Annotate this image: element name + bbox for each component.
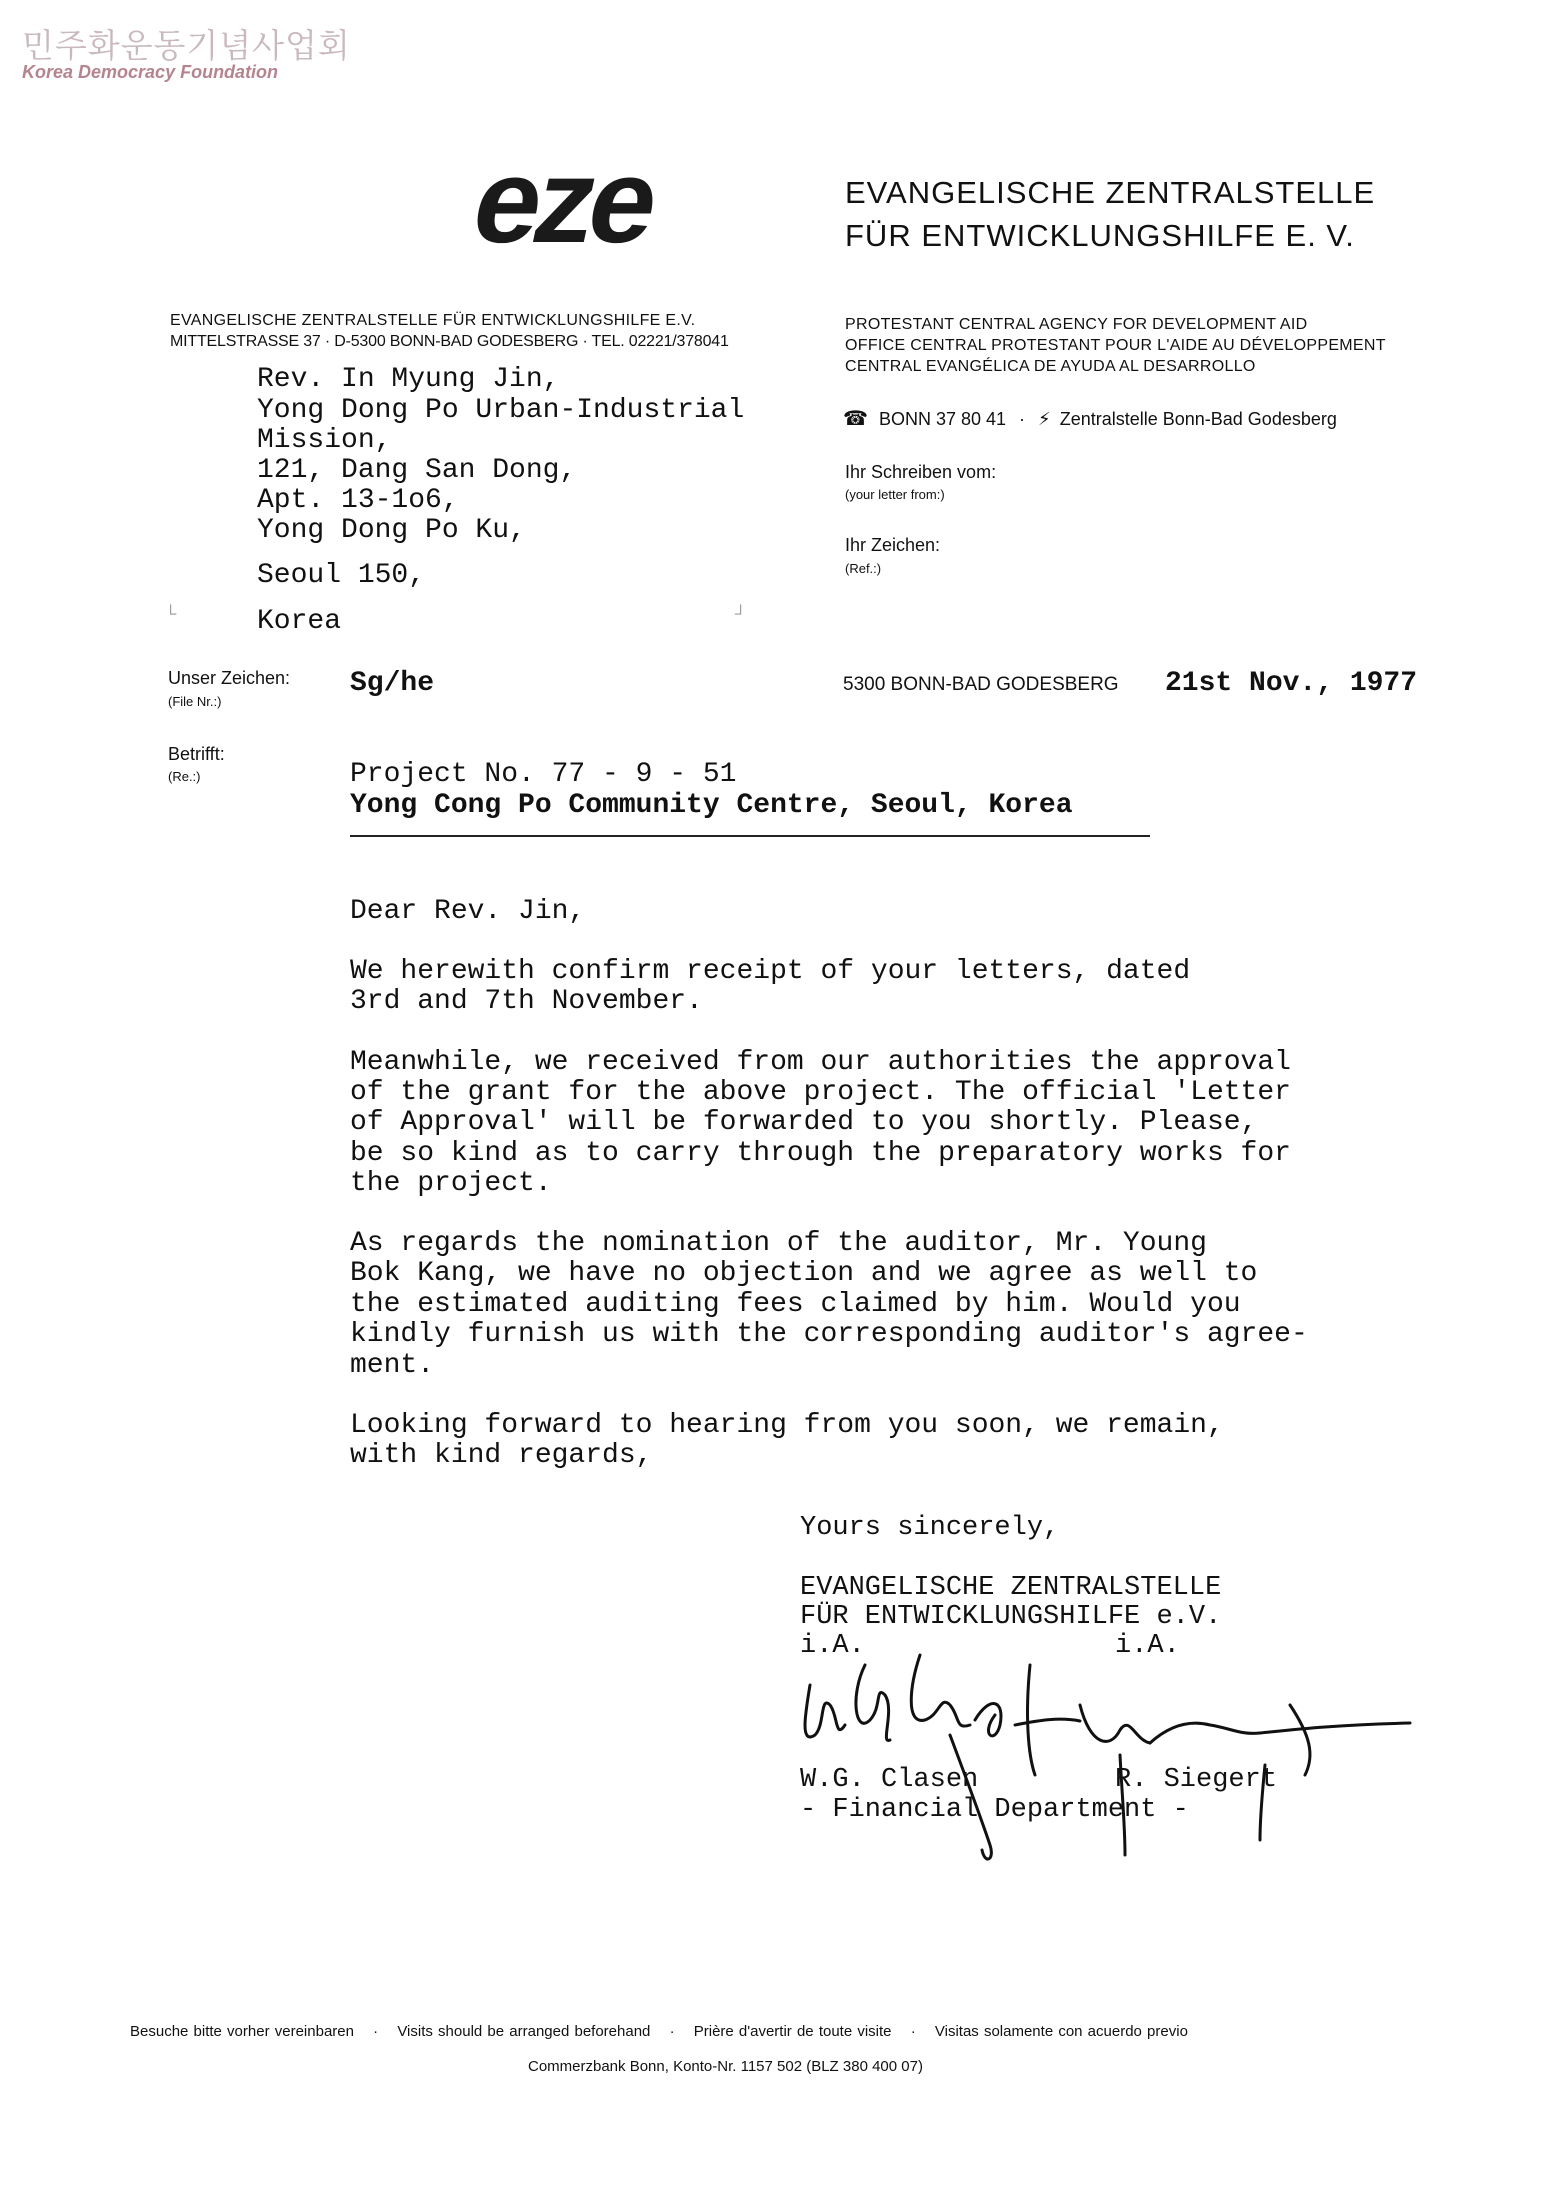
signature-stroke: [856, 1665, 890, 1740]
telegram-icon: ⚡: [1038, 409, 1051, 429]
ref-label: Ihr Zeichen:: [845, 535, 941, 555]
sender-org-line: EVANGELISCHE ZENTRALSTELLE FÜR ENTWICKLUNGSHILFE E.V.: [170, 312, 696, 329]
phone-number: BONN 37 80 41: [878, 409, 1007, 429]
agency-spanish: CENTRAL EVANGÉLICA DE AYUDA AL DESARROLLO: [845, 358, 1256, 375]
ia-right: i.A.: [1115, 1631, 1180, 1661]
paragraph-line: of Approval' will be forwarded to you shortly. Please,: [350, 1107, 1258, 1138]
paragraph-line: 3rd and 7th November.: [350, 986, 703, 1017]
telephone-icon: ☎: [843, 408, 868, 430]
signer-department: - Financial Department -: [800, 1795, 1189, 1825]
subject-label: Betrifft:: [168, 744, 225, 764]
your-letter-label: Ihr Schreiben vom:: [845, 462, 997, 482]
signature-stroke: [911, 1655, 970, 1726]
signer-right: R. Siegert: [1115, 1765, 1278, 1795]
agency-english: PROTESTANT CENTRAL AGENCY FOR DEVELOPMENT AID: [845, 316, 1308, 333]
recipient-line: 121, Dang San Dong,: [257, 455, 577, 486]
paragraph-line: We herewith confirm receipt of your letters, dated: [350, 956, 1191, 987]
recipient-line: Yong Dong Po Ku,: [257, 515, 526, 546]
signature-stroke: [975, 1704, 1001, 1736]
closing-phrase: Yours sincerely,: [800, 1513, 1060, 1543]
footer-bank: Commerzbank Bonn, Konto-Nr. 1157 502 (BLZ 380 400 07): [528, 2058, 923, 2075]
signature-stroke: [1028, 1665, 1035, 1775]
footer-visits-fr: Prière d'avertir de toute visite: [693, 2023, 892, 2040]
signature-stroke: [805, 1685, 845, 1737]
closing-org-line: FÜR ENTWICKLUNGSHILFE e.V.: [800, 1602, 1222, 1632]
paragraph-line: be so kind as to carry through the preparatory works for: [350, 1138, 1291, 1169]
paragraph-line: ment.: [350, 1350, 435, 1381]
logo-text: eze: [465, 150, 667, 255]
agency-french: OFFICE CENTRAL PROTESTANT POUR L'AIDE AU DÉVELOPPEMENT: [845, 337, 1386, 354]
subject-line: Yong Cong Po Community Centre, Seoul, Korea: [350, 790, 1073, 821]
recipient-line: Korea: [257, 606, 342, 637]
window-corner-mark: └: [165, 606, 177, 623]
closing-org-line: EVANGELISCHE ZENTRALSTELLE: [800, 1573, 1222, 1603]
handwritten-signatures: [790, 1625, 1440, 1875]
telegram-address: Zentralstelle Bonn-Bad Godesberg: [1059, 409, 1337, 429]
contact-line: [843, 406, 1337, 431]
paragraph-line: Bok Kang, we have no objection and we agree as well to: [350, 1258, 1258, 1289]
footer-sep: ·: [669, 2023, 675, 2040]
recipient-line: Apt. 13-1o6,: [257, 485, 459, 516]
file-label-en: (File Nr.:): [168, 694, 222, 709]
eze-logo-graphic: [465, 150, 755, 255]
ref-label-en: (Ref.:): [845, 561, 882, 576]
signature-stroke: [1290, 1705, 1310, 1775]
place-label: 5300 BONN-BAD GODESBERG: [843, 674, 1119, 695]
file-label: Unser Zeichen:: [168, 668, 291, 688]
footer-visits-line: [130, 2023, 1188, 2040]
paragraph-line: with kind regards,: [350, 1440, 653, 1471]
signature-stroke: [1015, 1719, 1080, 1725]
paragraph-line: Looking forward to hearing from you soon, we remain,: [350, 1410, 1224, 1441]
footer-visits-es: Visitas solamente con acuerdo previo: [934, 2023, 1188, 2040]
footer-visits-de: Besuche bitte vorher vereinbaren: [130, 2023, 354, 2040]
signature-stroke: [1150, 1723, 1260, 1743]
paragraph-line: the project.: [350, 1168, 552, 1199]
ia-left: i.A.: [800, 1631, 865, 1661]
file-number: Sg/he: [350, 668, 435, 699]
recipient-line: Rev. In Myung Jin,: [257, 364, 560, 395]
recipient-line: Yong Dong Po Urban-Industrial: [257, 395, 745, 426]
watermark-english: Korea Democracy Foundation: [22, 62, 279, 82]
signature-stroke: [1260, 1723, 1410, 1733]
window-corner-mark: ┘: [735, 606, 747, 623]
subject-label-en: (Re.:): [168, 769, 201, 784]
paragraph-line: kindly furnish us with the corresponding auditor's agree-: [350, 1319, 1308, 1350]
watermark-korean: 민주화운동기념사업회: [22, 26, 351, 65]
contact-separator: ·: [1019, 409, 1026, 429]
footer-visits-en: Visits should be arranged beforehand: [397, 2023, 651, 2040]
paragraph-line: As regards the nomination of the auditor, Mr. Young: [350, 1228, 1207, 1259]
subject-line: Project No. 77 - 9 - 51: [350, 759, 737, 790]
signature-stroke: [1080, 1705, 1150, 1743]
letter-date: 21st Nov., 1977: [1165, 668, 1418, 699]
recipient-line: Seoul 150,: [257, 560, 426, 591]
your-letter-label-en: (your letter from:): [845, 487, 945, 502]
signer-left: W.G. Clasen: [800, 1765, 979, 1795]
subject-underline: [350, 835, 1150, 837]
paragraph-line: of the grant for the above project. The official 'Letter: [350, 1077, 1291, 1108]
footer-sep: ·: [910, 2023, 916, 2040]
salutation: Dear Rev. Jin,: [350, 896, 586, 927]
sender-address-line: MITTELSTRASSE 37 · D-5300 BONN-BAD GODESBERG · TEL. 02221/378041: [170, 333, 729, 350]
org-name-line2: FÜR ENTWICKLUNGSHILFE E. V.: [845, 218, 1355, 253]
eze-logo: [465, 150, 755, 260]
org-name-line1: EVANGELISCHE ZENTRALSTELLE: [845, 175, 1376, 210]
recipient-line: Mission,: [257, 425, 392, 456]
footer-sep: ·: [373, 2023, 379, 2040]
paragraph-line: Meanwhile, we received from our authorities the approval: [350, 1047, 1291, 1078]
paragraph-line: the estimated auditing fees claimed by him. Would you: [350, 1289, 1241, 1320]
